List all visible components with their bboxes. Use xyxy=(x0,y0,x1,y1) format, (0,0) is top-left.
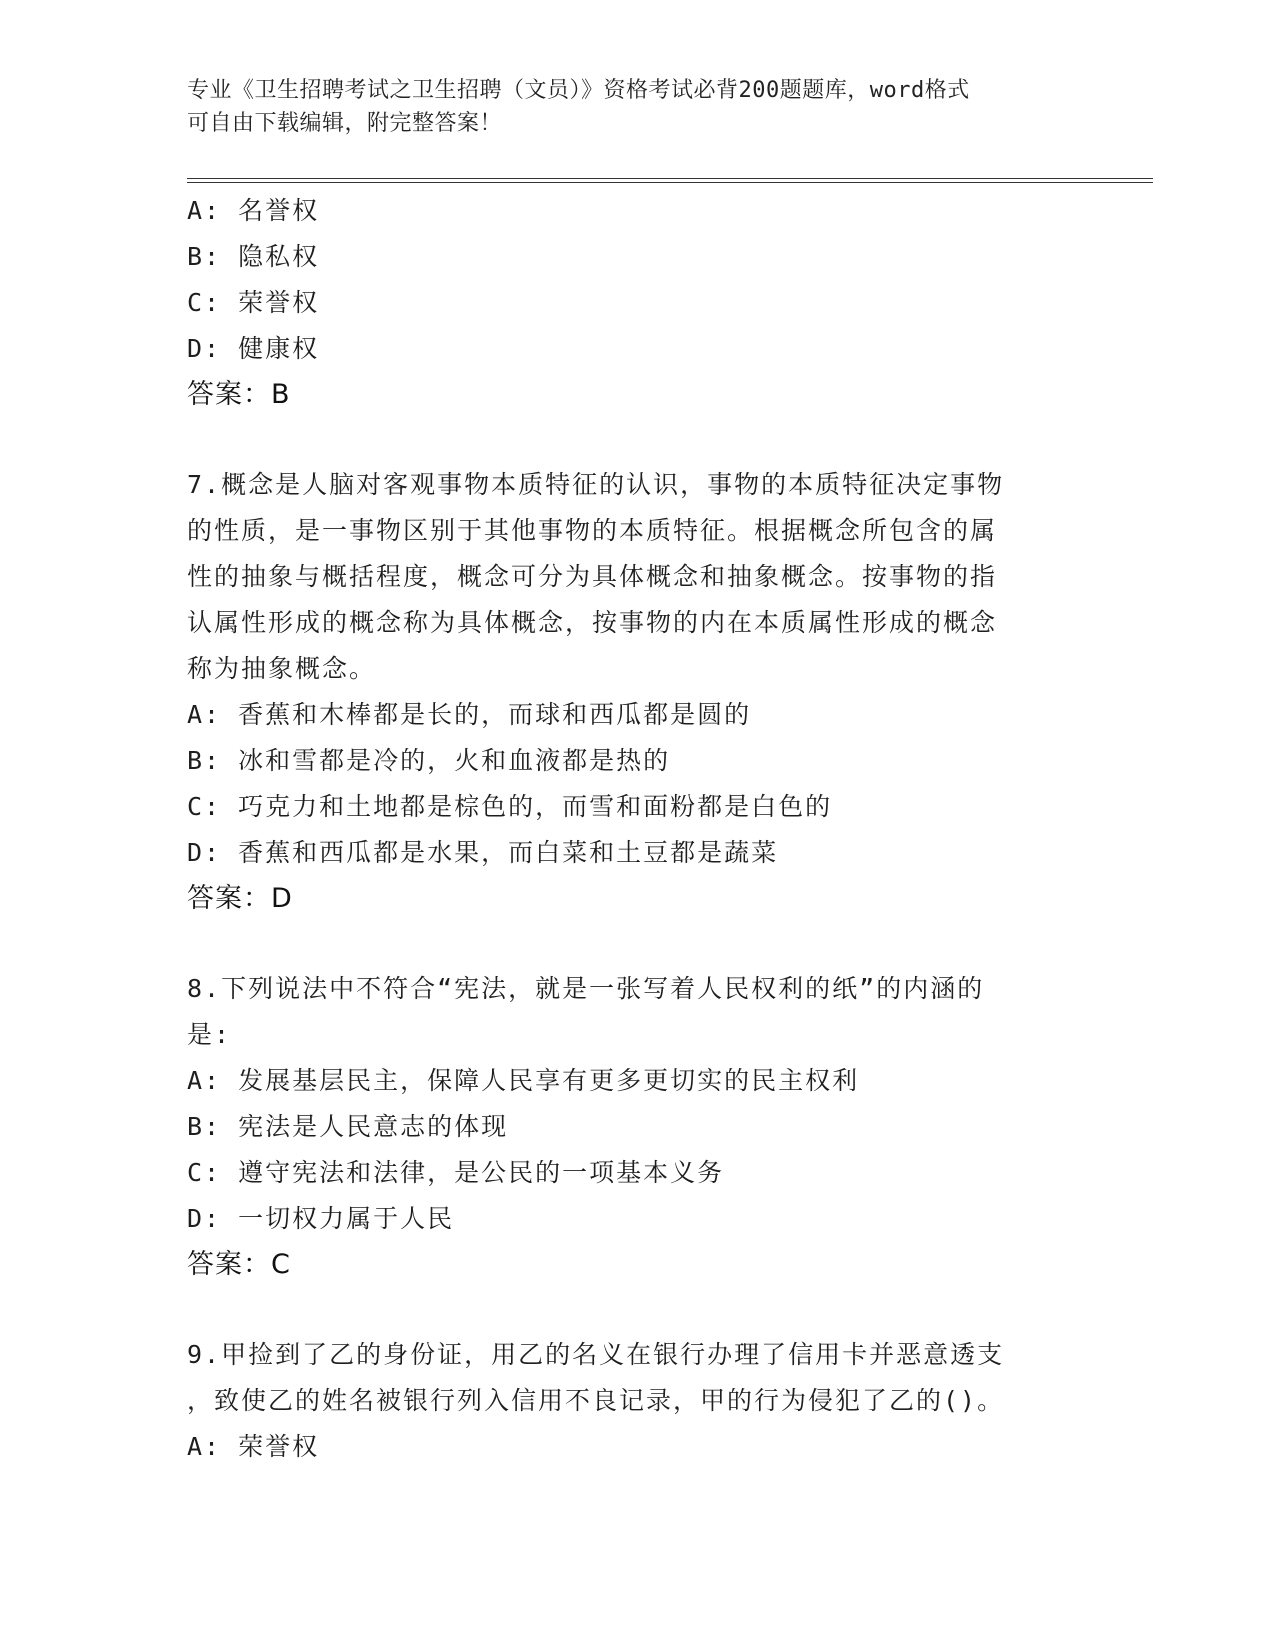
answer-line: 答案：D xyxy=(187,883,293,914)
option-b: B: 宪法是人民意志的体现 xyxy=(187,1112,509,1141)
question-list xyxy=(187,188,1067,1470)
option-a: A: 发展基层民主，保障人民享有更多更切实的民主权利 xyxy=(187,1066,860,1095)
header-divider xyxy=(187,178,1153,183)
spacer xyxy=(187,1288,1067,1332)
spacer xyxy=(187,922,1067,966)
answer-line: 答案：C xyxy=(187,1249,291,1280)
question-stem-line: ，致使乙的姓名被银行列入信用不良记录，甲的行为侵犯了乙的()。 xyxy=(187,1386,1005,1415)
question-stem-line: 认属性形成的概念称为具体概念，按事物的内在本质属性形成的概念 xyxy=(187,608,998,637)
option-d: D: 香蕉和西瓜都是水果，而白菜和土豆都是蔬菜 xyxy=(187,838,779,867)
question-stem-line: 9.甲捡到了乙的身份证，用乙的名义在银行办理了信用卡并恶意透支 xyxy=(187,1340,1005,1369)
header-line-2: 可自由下载编辑，附完整答案！ xyxy=(187,111,503,136)
document-header xyxy=(187,74,1067,140)
question-stem-line: 7.概念是人脑对客观事物本质特征的认识，事物的本质特征决定事物 xyxy=(187,470,1005,499)
question-stem-line: 8.下列说法中不符合“宪法，就是一张写着人民权利的纸”的内涵的 xyxy=(187,974,985,1003)
option-a: A: 香蕉和木棒都是长的，而球和西瓜都是圆的 xyxy=(187,700,752,729)
question-stem-line: 性的抽象与概括程度，概念可分为具体概念和抽象概念。按事物的指 xyxy=(187,562,998,591)
spacer xyxy=(187,418,1067,462)
option-a: A: 名誉权 xyxy=(187,196,320,225)
option-c: C: 巧克力和土地都是棕色的，而雪和面粉都是白色的 xyxy=(187,792,833,821)
option-c: C: 荣誉权 xyxy=(187,288,320,317)
question-6 xyxy=(187,188,1067,418)
option-d: D: 健康权 xyxy=(187,334,320,363)
option-c: C: 遵守宪法和法律，是公民的一项基本义务 xyxy=(187,1158,725,1187)
question-stem-line: 是: xyxy=(187,1020,232,1049)
question-stem-line: 的性质，是一事物区别于其他事物的本质特征。根据概念所包含的属 xyxy=(187,516,998,545)
option-b: B: 隐私权 xyxy=(187,242,320,271)
question-9 xyxy=(187,1332,1067,1470)
question-7 xyxy=(187,462,1067,922)
question-8 xyxy=(187,966,1067,1288)
option-b: B: 冰和雪都是冷的，火和血液都是热的 xyxy=(187,746,671,775)
answer-line: 答案：B xyxy=(187,379,291,410)
option-a: A: 荣誉权 xyxy=(187,1432,320,1461)
option-d: D: 一切权力属于人民 xyxy=(187,1204,455,1233)
header-line-1: 专业《卫生招聘考试之卫生招聘（文员）》资格考试必背200题题库，word格式 xyxy=(187,78,970,103)
question-stem-line: 称为抽象概念。 xyxy=(187,654,377,683)
